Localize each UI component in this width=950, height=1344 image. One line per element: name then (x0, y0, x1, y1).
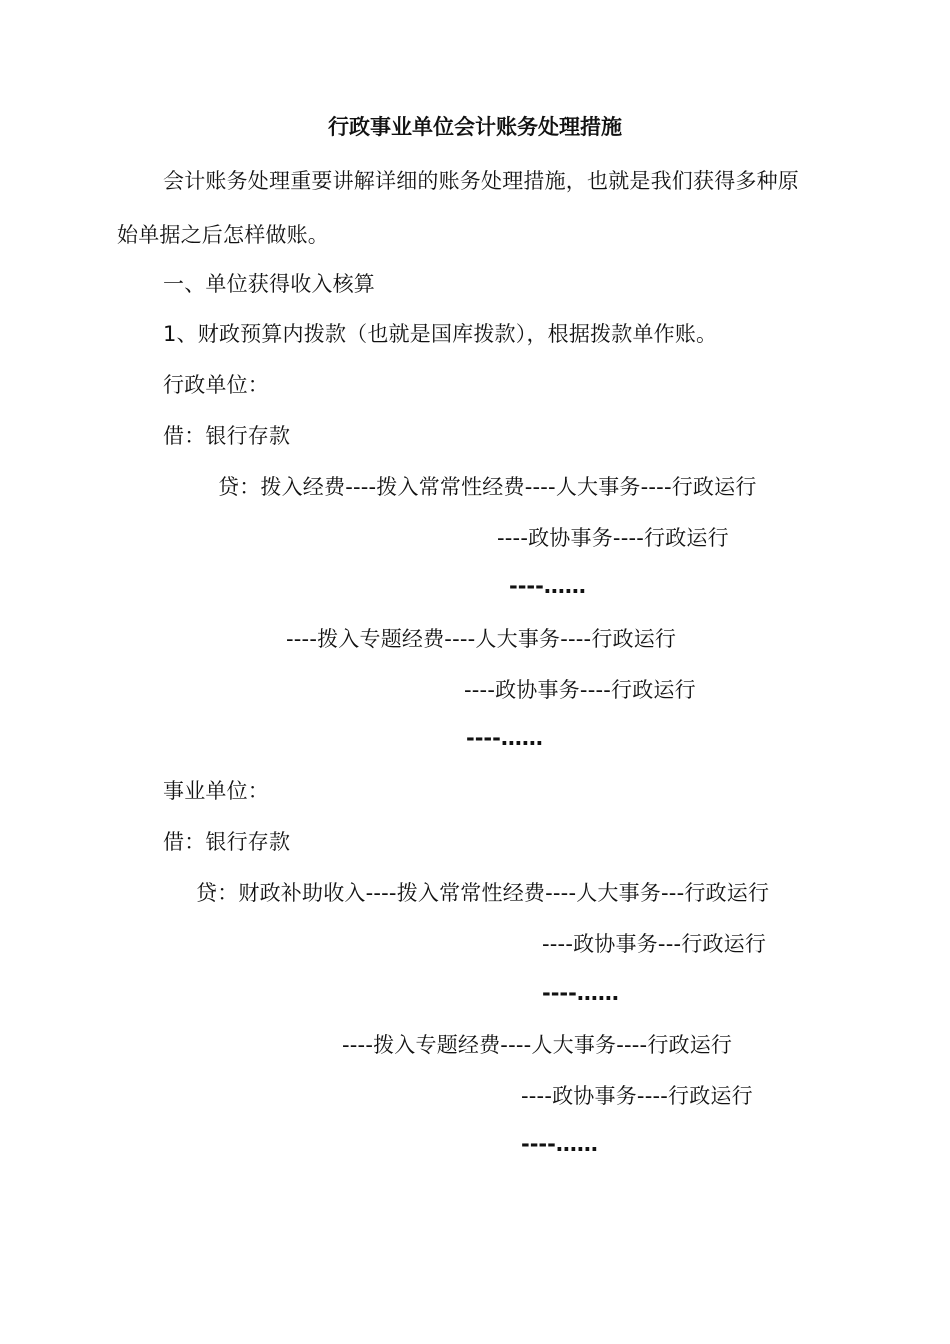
admin-debit-entry: 借：银行存款 (163, 424, 291, 448)
institution-credit-line-2: ----政协事务---行政运行 (542, 932, 767, 956)
institution-credit-line-6: ----…… (521, 1132, 598, 1156)
item-1-text: 1、财政预算内拨款（也就是国库拨款），根据拨款单作账。 (163, 322, 718, 346)
institution-credit-line-5: ----政协事务----行政运行 (521, 1084, 753, 1108)
admin-credit-line-6: ----…… (466, 726, 543, 750)
admin-credit-line-5: ----政协事务----行政运行 (464, 678, 696, 702)
institution-unit-label: 事业单位： (163, 779, 269, 803)
institution-credit-line-3: ----…… (542, 981, 619, 1005)
admin-credit-line-4: ----拨入专题经费----人大事务----行政运行 (286, 627, 677, 651)
admin-credit-line-2: ----政协事务----行政运行 (497, 526, 729, 550)
admin-unit-label: 行政单位： (163, 373, 269, 397)
intro-paragraph-line-1: 会计账务处理重要讲解详细的账务处理措施，也就是我们获得多种原 (163, 169, 799, 193)
section-heading: 一、单位获得收入核算 (163, 272, 375, 296)
institution-debit-entry: 借：银行存款 (163, 830, 291, 854)
intro-paragraph-line-2: 始单据之后怎样做账。 (117, 223, 329, 247)
admin-credit-line-3: ----…… (509, 574, 586, 598)
admin-credit-line-1: 贷：拨入经费----拨入常常性经费----人大事务----行政运行 (218, 475, 757, 499)
document-title: 行政事业单位会计账务处理措施 (328, 115, 622, 139)
institution-credit-line-4: ----拨入专题经费----人大事务----行政运行 (342, 1033, 733, 1057)
institution-credit-line-1: 贷：财政补助收入----拨入常常性经费----人大事务---行政运行 (196, 881, 770, 905)
